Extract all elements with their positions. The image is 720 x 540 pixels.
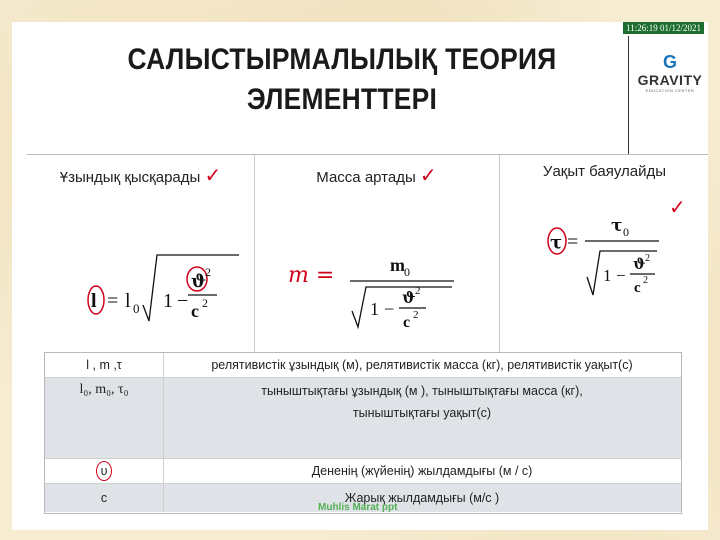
time-heading-text: Уақыт баяулайды (542, 163, 667, 180)
length-num: ϑ (191, 271, 207, 292)
mass-minus: − (384, 299, 395, 319)
time-eq: = (567, 231, 579, 253)
description-line-2: тыныштықтағы уақыт(с) (352, 406, 492, 420)
description-cell: Жарық жылдамдығы (м/с ) (344, 491, 500, 505)
length-heading-text: Ұзындық қысқарады (59, 169, 201, 186)
length-one: 1 (163, 290, 173, 312)
formula-panel (27, 154, 708, 353)
time-formula (499, 155, 708, 353)
check-mark-icon: ✓ (669, 195, 686, 219)
length-num-sup: 2 (205, 265, 211, 279)
length-base-sub: 0 (133, 301, 140, 316)
watermark: Muhlis Marat ppt (318, 502, 398, 513)
check-mark-icon: ✓ (419, 163, 437, 187)
mass-c: c (403, 314, 411, 331)
description-cell: релятивистік ұзындық (м), релятивистік масса (кг), релятивистік уақыт(с) (211, 358, 633, 372)
mass-v-sup: 2 (415, 285, 421, 297)
gravity-logo-tagline: EDUCATION CENTER (645, 88, 695, 93)
mass-increase-column (254, 155, 500, 353)
time-c: c (634, 280, 641, 296)
time-c-sup: 2 (643, 275, 648, 286)
time-v: ϑ (633, 255, 646, 273)
time-dilation-column (499, 155, 708, 353)
symbol-cell: l₀, m₀, τ₀ (45, 378, 164, 458)
description-line-1: тыныштықтағы ұзындық (м ), тыныштықтағы масса (кг), (261, 384, 583, 398)
length-eq: = (107, 290, 119, 312)
title-line-1: САЛЫСТЫРМАЛЫЛЫҚ ТЕОРИЯ (127, 43, 557, 76)
recording-timestamp: 11:26:19 01/12/2021 (623, 22, 704, 34)
length-den-sup: 2 (202, 296, 208, 310)
symbol-cell: c (45, 484, 164, 512)
mass-num-sub: 0 (404, 265, 410, 279)
time-minus: − (616, 266, 626, 285)
mass-one: 1 (370, 299, 379, 319)
definitions-table (44, 352, 682, 514)
page-title (113, 40, 571, 120)
velocity-symbol: υ (96, 461, 112, 481)
time-v-sup: 2 (645, 253, 650, 264)
length-minus: − (177, 290, 189, 312)
mass-v: ϑ (402, 288, 416, 307)
symbol-cell: l , m ,τ (45, 353, 164, 377)
mass-heading-text: Масса артады (316, 169, 416, 186)
length-den: c (191, 301, 199, 321)
description-cell: Дененің (жүйенің) жылдамдығы (м / с) (311, 464, 533, 478)
time-num-sub: 0 (623, 225, 629, 239)
handwritten-m-equals: m = (288, 263, 335, 288)
title-line-2: ЭЛЕМЕНТТЕРІ (246, 83, 438, 116)
slide (12, 22, 708, 530)
mass-num: m (390, 255, 405, 275)
table-row (45, 353, 681, 378)
table-row (45, 378, 681, 459)
length-formula (27, 155, 254, 353)
time-lhs: τ (550, 232, 563, 253)
time-one: 1 (603, 266, 612, 285)
gravity-logo-name: GRAVITY (637, 72, 703, 88)
length-contraction-column (27, 155, 255, 353)
header-divider (628, 36, 629, 154)
mass-c-sup: 2 (413, 309, 419, 321)
mass-formula (254, 155, 499, 353)
description-cell (163, 378, 681, 458)
time-num: τ (611, 216, 623, 236)
gravity-logo (632, 52, 708, 93)
length-lhs: l (91, 290, 97, 312)
table-row (45, 459, 681, 484)
length-base: l (125, 290, 131, 312)
gravity-logo-mark: G (662, 52, 677, 72)
check-mark-icon: ✓ (204, 163, 222, 187)
symbol-cell (45, 459, 164, 483)
